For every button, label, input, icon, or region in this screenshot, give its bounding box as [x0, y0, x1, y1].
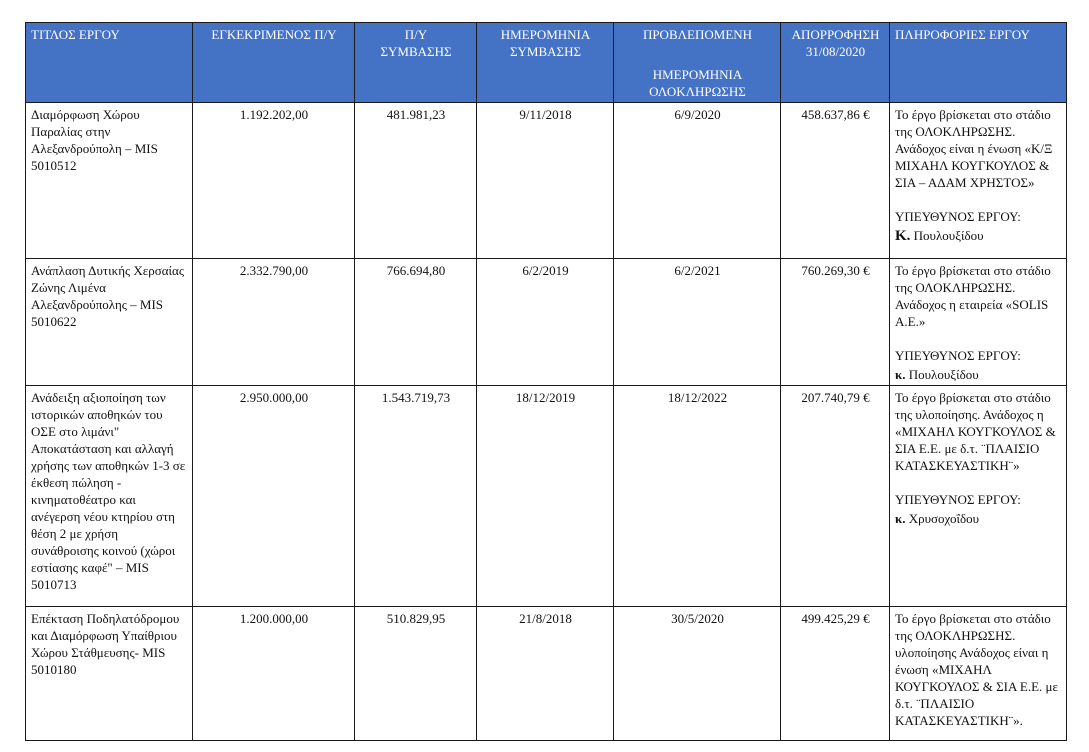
responsible-person	[895, 227, 1062, 245]
info-text: Το έργο βρίσκεται στο στάδιο της ΟΛΟΚΛΗΡΩΣΗΣ. Ανάδοχος είναι η ένωση «Κ/Ξ ΜΙΧΑΗΛ ΚΟΥΓΚΟΥΛΟΣ & ΣΙΑ – ΑΔΑΜ ΧΡΗΣΤΟΣ»	[895, 107, 1053, 190]
cell-approved-budget: 2.950.000,00	[193, 386, 355, 607]
header-absorption-line1: ΑΠΟΡΡΟΦΗΣΗ	[791, 27, 880, 42]
header-contract-date-line2: ΣΥΜΒΑΣΗΣ	[509, 44, 582, 59]
cell-completion-date: 18/12/2022	[614, 386, 781, 607]
cell-contract-date: 18/12/2019	[477, 386, 614, 607]
header-title-text: ΤΙΤΛΟΣ ΕΡΓΟΥ	[31, 27, 120, 42]
responsible-name: Πουλουξίδου	[905, 367, 979, 382]
table-header-row	[26, 23, 1067, 103]
responsible-label: ΥΠΕΥΘΥΝΟΣ ΕΡΓΟΥ:	[895, 348, 1021, 363]
header-contract-date-line1: ΗΜΕΡΟΜΗΝΙΑ	[500, 27, 591, 42]
cell-contract-budget: 766.694,80	[355, 259, 477, 386]
cell-title: Ανάπλαση Δυτικής Χερσαίας Ζώνης Λιμένα Αλεξανδρούπολης – MIS 5010622	[26, 259, 193, 386]
header-title	[26, 23, 193, 103]
cell-title: Ανάδειξη αξιοποίηση των ιστορικών αποθηκών του ΟΣΕ στο λιμάνι" Αποκατάσταση και αλλαγή χρήσης των αποθηκών 1-3 σε έκθεση πώληση - κινηματοθέατρο και ανέγερση νέου κτηρίου στη θέση 2 με χρήση συνάθροισης κοινού (χώροι εστίασης καφέ" – MIS 5010713	[26, 386, 193, 607]
header-contract-date	[477, 23, 614, 103]
responsible-name: Πουλουξίδου	[910, 228, 984, 243]
header-info-text: ΠΛΗΡΟΦΟΡΙΕΣ ΕΡΓΟΥ	[895, 27, 1030, 42]
cell-contract-date: 9/11/2018	[477, 103, 614, 259]
projects-table	[25, 22, 1067, 741]
header-contract-budget-line1: Π/Υ	[404, 27, 428, 42]
cell-contract-budget: 481.981,23	[355, 103, 477, 259]
cell-contract-budget: 1.543.719,73	[355, 386, 477, 607]
header-contract-budget-line2: ΣΥΜΒΑΣΗΣ	[380, 44, 452, 59]
responsible-prefix: κ.	[895, 511, 906, 526]
responsible-prefix: Κ.	[895, 228, 911, 244]
header-absorption	[781, 23, 890, 103]
header-contract-budget	[355, 23, 477, 103]
cell-contract-date: 21/8/2018	[477, 607, 614, 741]
table-row	[26, 607, 1067, 741]
responsible-person	[895, 366, 1062, 383]
cell-approved-budget: 1.200.000,00	[193, 607, 355, 741]
header-info	[890, 23, 1067, 103]
responsible-label: ΥΠΕΥΘΥΝΟΣ ΕΡΓΟΥ:	[895, 492, 1021, 507]
cell-completion-date: 6/2/2021	[614, 259, 781, 386]
header-completion-gap	[619, 43, 776, 66]
cell-absorption: 760.269,30 €	[781, 259, 890, 386]
cell-info	[890, 259, 1067, 386]
info-text: Το έργο βρίσκεται στο στάδιο της ΟΛΟΚΛΗΡΩΣΗΣ. Ανάδοχος η εταιρεία «SOLIS A.E.»	[895, 263, 1051, 329]
table-row	[26, 259, 1067, 386]
responsible-prefix: κ.	[895, 367, 906, 382]
responsible-name: Χρυσοχοΐδου	[905, 511, 980, 526]
cell-info	[890, 607, 1067, 741]
cell-absorption: 207.740,79 €	[781, 386, 890, 607]
cell-completion-date: 6/9/2020	[614, 103, 781, 259]
header-absorption-line2: 31/08/2020	[805, 44, 866, 59]
cell-info	[890, 103, 1067, 259]
info-text: Το έργο βρίσκεται στο στάδιο της υλοποίησης. Ανάδοχος η «ΜΙΧΑΗΛ ΚΟΥΓΚΟΥΛΟΣ & ΣΙΑ Ε.Ε. με δ.τ. ¨ΠΛΑΙΣΙΟ ΚΑΤΑΣΚΕΥΑΣΤΙΚΗ¨»	[895, 390, 1056, 473]
cell-approved-budget: 2.332.790,00	[193, 259, 355, 386]
header-completion-line3: ΟΛΟΚΛΗΡΩΣΗΣ	[649, 84, 746, 99]
header-completion-date	[614, 23, 781, 103]
info-text: Το έργο βρίσκεται στο στάδιο της ΟΛΟΚΛΗΡΩΣΗΣ. υλοποίησης Ανάδοχος είναι η ένωση «ΜΙΧΑΗΛ ΚΟΥΓΚΟΥΛΟΣ & ΣΙΑ Ε.Ε. με δ.τ. ¨ΠΛΑΙΣΙΟ ΚΑΤΑΣΚΕΥΑΣΤΙΚΗ¨».	[895, 611, 1058, 728]
responsible-person	[895, 510, 1062, 527]
cell-completion-date: 30/5/2020	[614, 607, 781, 741]
cell-approved-budget: 1.192.202,00	[193, 103, 355, 259]
responsible-label: ΥΠΕΥΘΥΝΟΣ ΕΡΓΟΥ:	[895, 209, 1021, 224]
cell-info	[890, 386, 1067, 607]
cell-contract-date: 6/2/2019	[477, 259, 614, 386]
header-completion-line2: ΗΜΕΡΟΜΗΝΙΑ	[652, 67, 743, 82]
cell-absorption: 458.637,86 €	[781, 103, 890, 259]
header-approved-budget	[193, 23, 355, 103]
header-completion-line1: ΠΡΟΒΛΕΠΟΜΕΝΗ	[642, 27, 753, 42]
table-row	[26, 103, 1067, 259]
cell-title: Διαμόρφωση Χώρου Παραλίας στην Αλεξανδρούπολη – MIS 5010512	[26, 103, 193, 259]
header-approved-budget-text: ΕΓΚΕΚΡΙΜΕΝΟΣ Π/Υ	[211, 27, 337, 42]
cell-title: Επέκταση Ποδηλατόδρομου και Διαμόρφωση Υπαίθριου Χώρου Στάθμευσης- MIS 5010180	[26, 607, 193, 741]
cell-contract-budget: 510.829,95	[355, 607, 477, 741]
table-row	[26, 386, 1067, 607]
cell-absorption: 499.425,29 €	[781, 607, 890, 741]
